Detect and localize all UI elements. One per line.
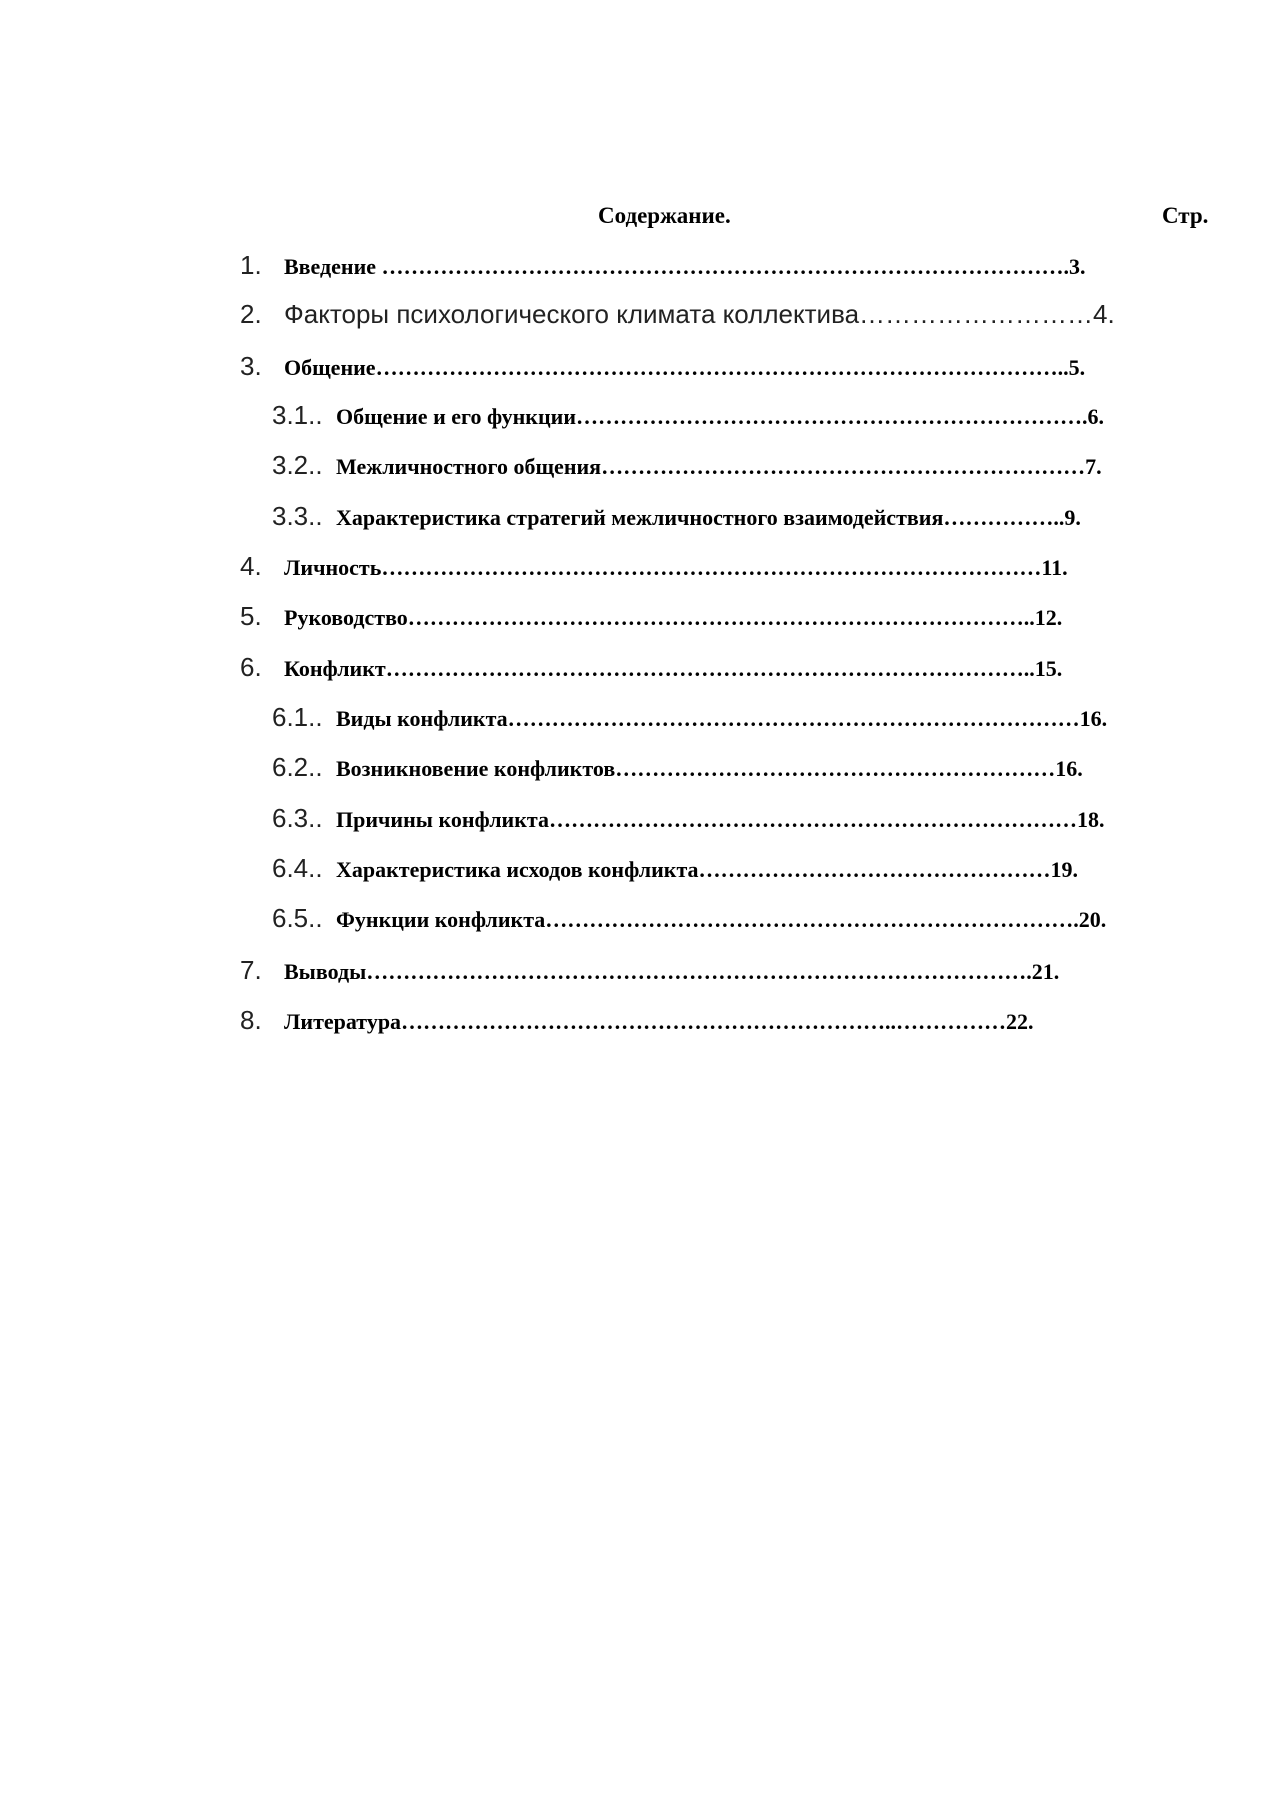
toc-item-text: Функции конфликта……………………………………………………………….20. xyxy=(336,907,1107,932)
toc-item-text: Руководство…………………………………………………………………………..12. xyxy=(284,605,1063,630)
toc-item-text: Возникновение конфликтов……………………………………………………16. xyxy=(336,756,1083,781)
toc-item-number: 6.2.. xyxy=(272,752,323,782)
toc-item-number: 4. xyxy=(240,551,262,581)
toc-item-text: Выводы……………………………………………………………………………….21. xyxy=(284,959,1060,984)
toc-item-text: Характеристика исходов конфликта…………………………………………19. xyxy=(336,857,1079,882)
toc-title: Содержание. xyxy=(598,203,731,228)
toc-item-text: Литература…………………………………………………………..……………22. xyxy=(284,1009,1034,1034)
toc-item-text: Личность………………………………………………………………………………11. xyxy=(284,555,1068,580)
toc-item-text: Характеристика стратегий межличностного взаимодействия……………..9. xyxy=(336,505,1081,530)
toc-item-number: 7. xyxy=(240,955,262,985)
toc-item-number: 8. xyxy=(240,1005,262,1035)
toc-heading-row xyxy=(0,203,1280,233)
page-column-label: Стр. xyxy=(1162,203,1209,228)
toc-item-text: Общение…………………………………………………………………………………..5. xyxy=(284,355,1086,380)
toc-item-text: Факторы психологического климата коллектива………………………4. xyxy=(284,299,1115,329)
toc-item-text: Введение ………………………………………………………………………………….3. xyxy=(284,254,1086,279)
toc-item-number: 3. xyxy=(240,351,262,381)
toc-item-number: 6.5.. xyxy=(272,903,323,933)
toc-item-text: Конфликт……………………………………………………………………………..15. xyxy=(284,656,1063,681)
toc-item-number: 1. xyxy=(240,250,262,280)
toc-item-number: 3.1.. xyxy=(272,400,323,430)
toc-item-text: Виды конфликта……………………………………………………………………16. xyxy=(336,706,1108,731)
toc-item-number: 6. xyxy=(240,652,262,682)
toc-item-number: 2. xyxy=(240,299,262,329)
toc-item-number: 6.3.. xyxy=(272,803,323,833)
toc-item-number: 5. xyxy=(240,601,262,631)
toc-item-text: Причины конфликта………………………………………………………………18. xyxy=(336,807,1105,832)
toc-item-number: 3.2.. xyxy=(272,450,323,480)
toc-item-text: Межличностного общения…………………………………………………………7. xyxy=(336,454,1102,479)
toc-item-number: 3.3.. xyxy=(272,501,323,531)
toc-item-number: 6.1.. xyxy=(272,702,323,732)
toc-item-number: 6.4.. xyxy=(272,853,323,883)
toc-item-text: Общение и его функции…………………………………………………………….6. xyxy=(336,404,1105,429)
